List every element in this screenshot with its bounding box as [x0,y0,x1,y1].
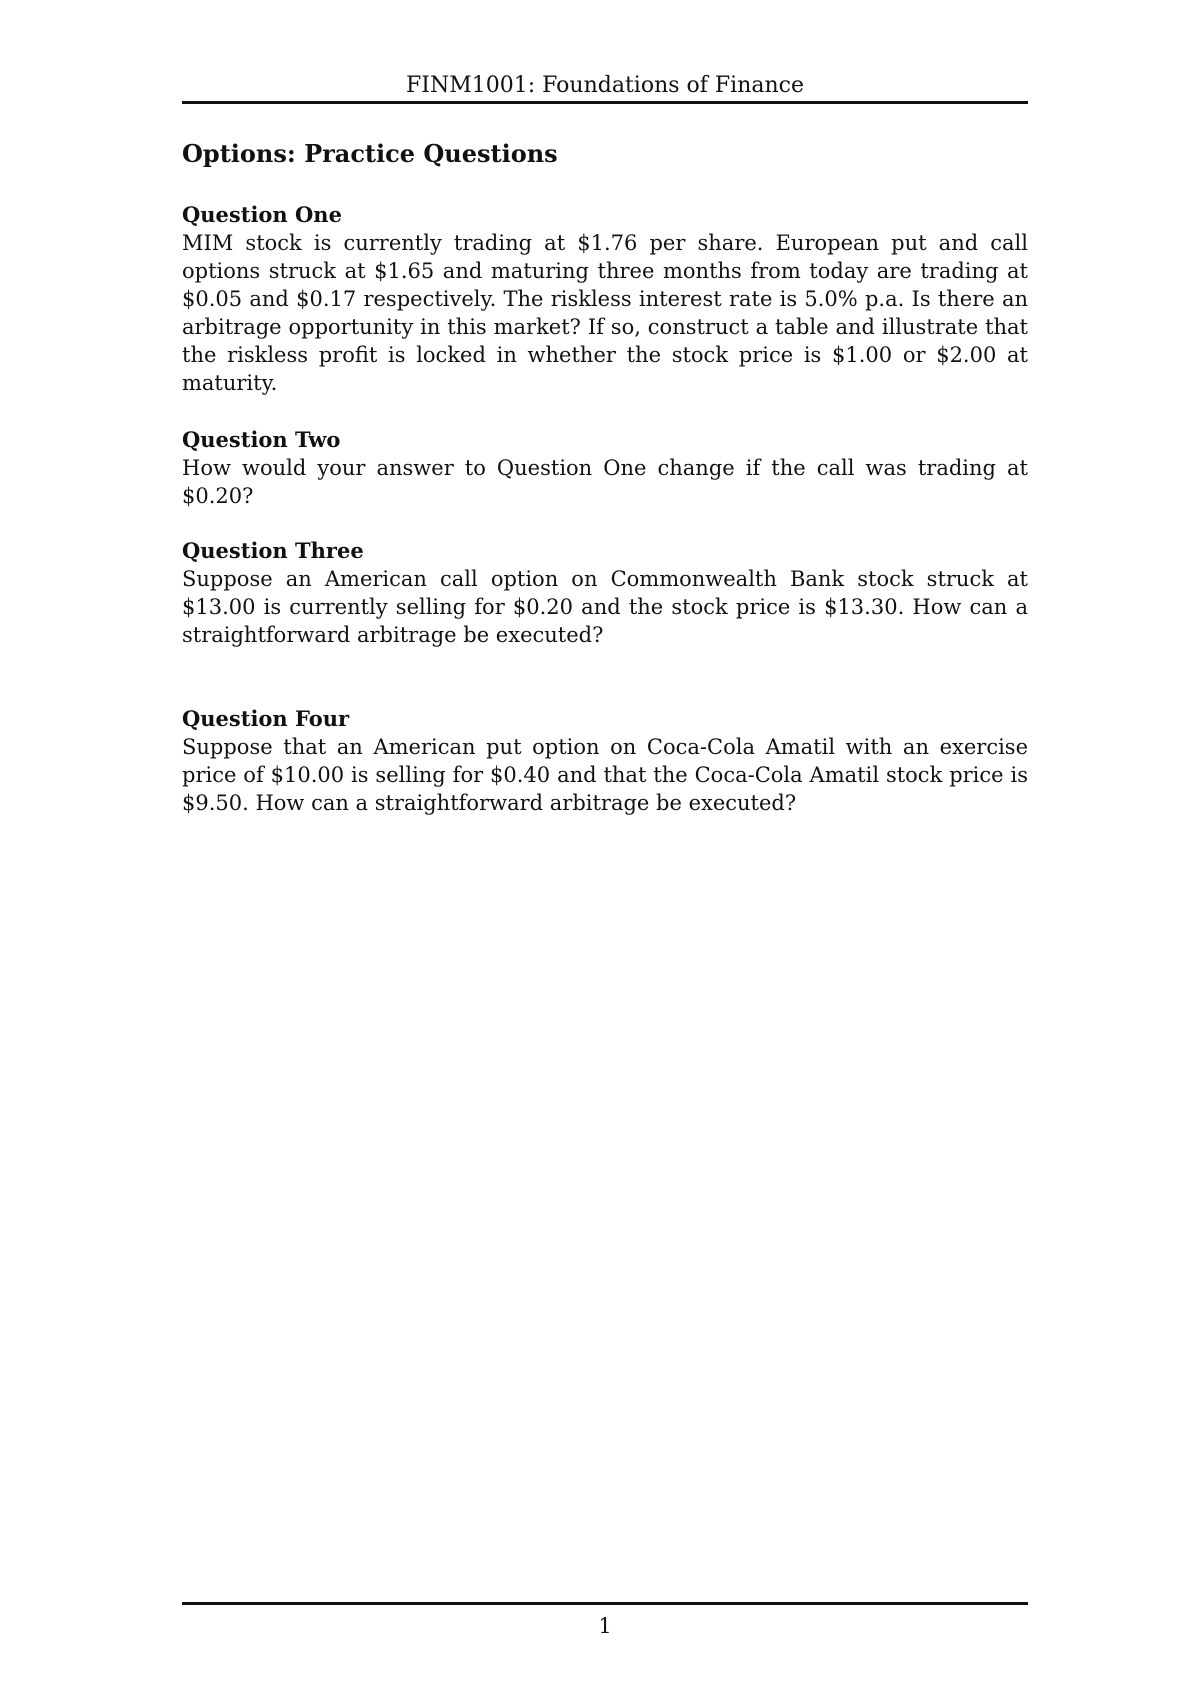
question-heading: Question Three [182,538,364,563]
document-title: Options: Practice Questions [182,139,558,168]
question-body: Suppose an American call option on Commonwealth Bank stock struck at $13.00 is currently selling for $0.20 and the stock price is $13.30. How can a straightforward arbitrage be executed? [182,567,1028,647]
question-one [182,201,1028,397]
question-heading: Question One [182,202,342,227]
question-four [182,705,1028,817]
question-heading: Question Four [182,706,350,731]
question-three [182,537,1028,649]
question-body: MIM stock is currently trading at $1.76 per share. European put and call options struck at $1.65 and maturing three months from today are trading at $0.05 and $0.17 respectively. The riskless interest rate is 5.0% p.a. Is there an arbitrage opportunity in this market? If so, construct a table and illustrate that the riskless profit is locked in whether the stock price is $1.00 or $2.00 at maturity. [182,231,1028,395]
footer-rule [182,1602,1028,1605]
header-rule [182,101,1028,104]
page-header: FINM1001: Foundations of Finance [405,73,805,98]
question-two [182,426,1028,510]
question-body: How would your answer to Question One change if the call was trading at $0.20? [182,456,1028,508]
question-heading: Question Two [182,427,341,452]
question-body: Suppose that an American put option on Coca-Cola Amatil with an exercise price of $10.00 is selling for $0.40 and that the Coca-Cola Amatil stock price is $9.50. How can a straightforward arbitrage be executed? [182,735,1028,815]
page-number: 1 [598,1614,612,1638]
